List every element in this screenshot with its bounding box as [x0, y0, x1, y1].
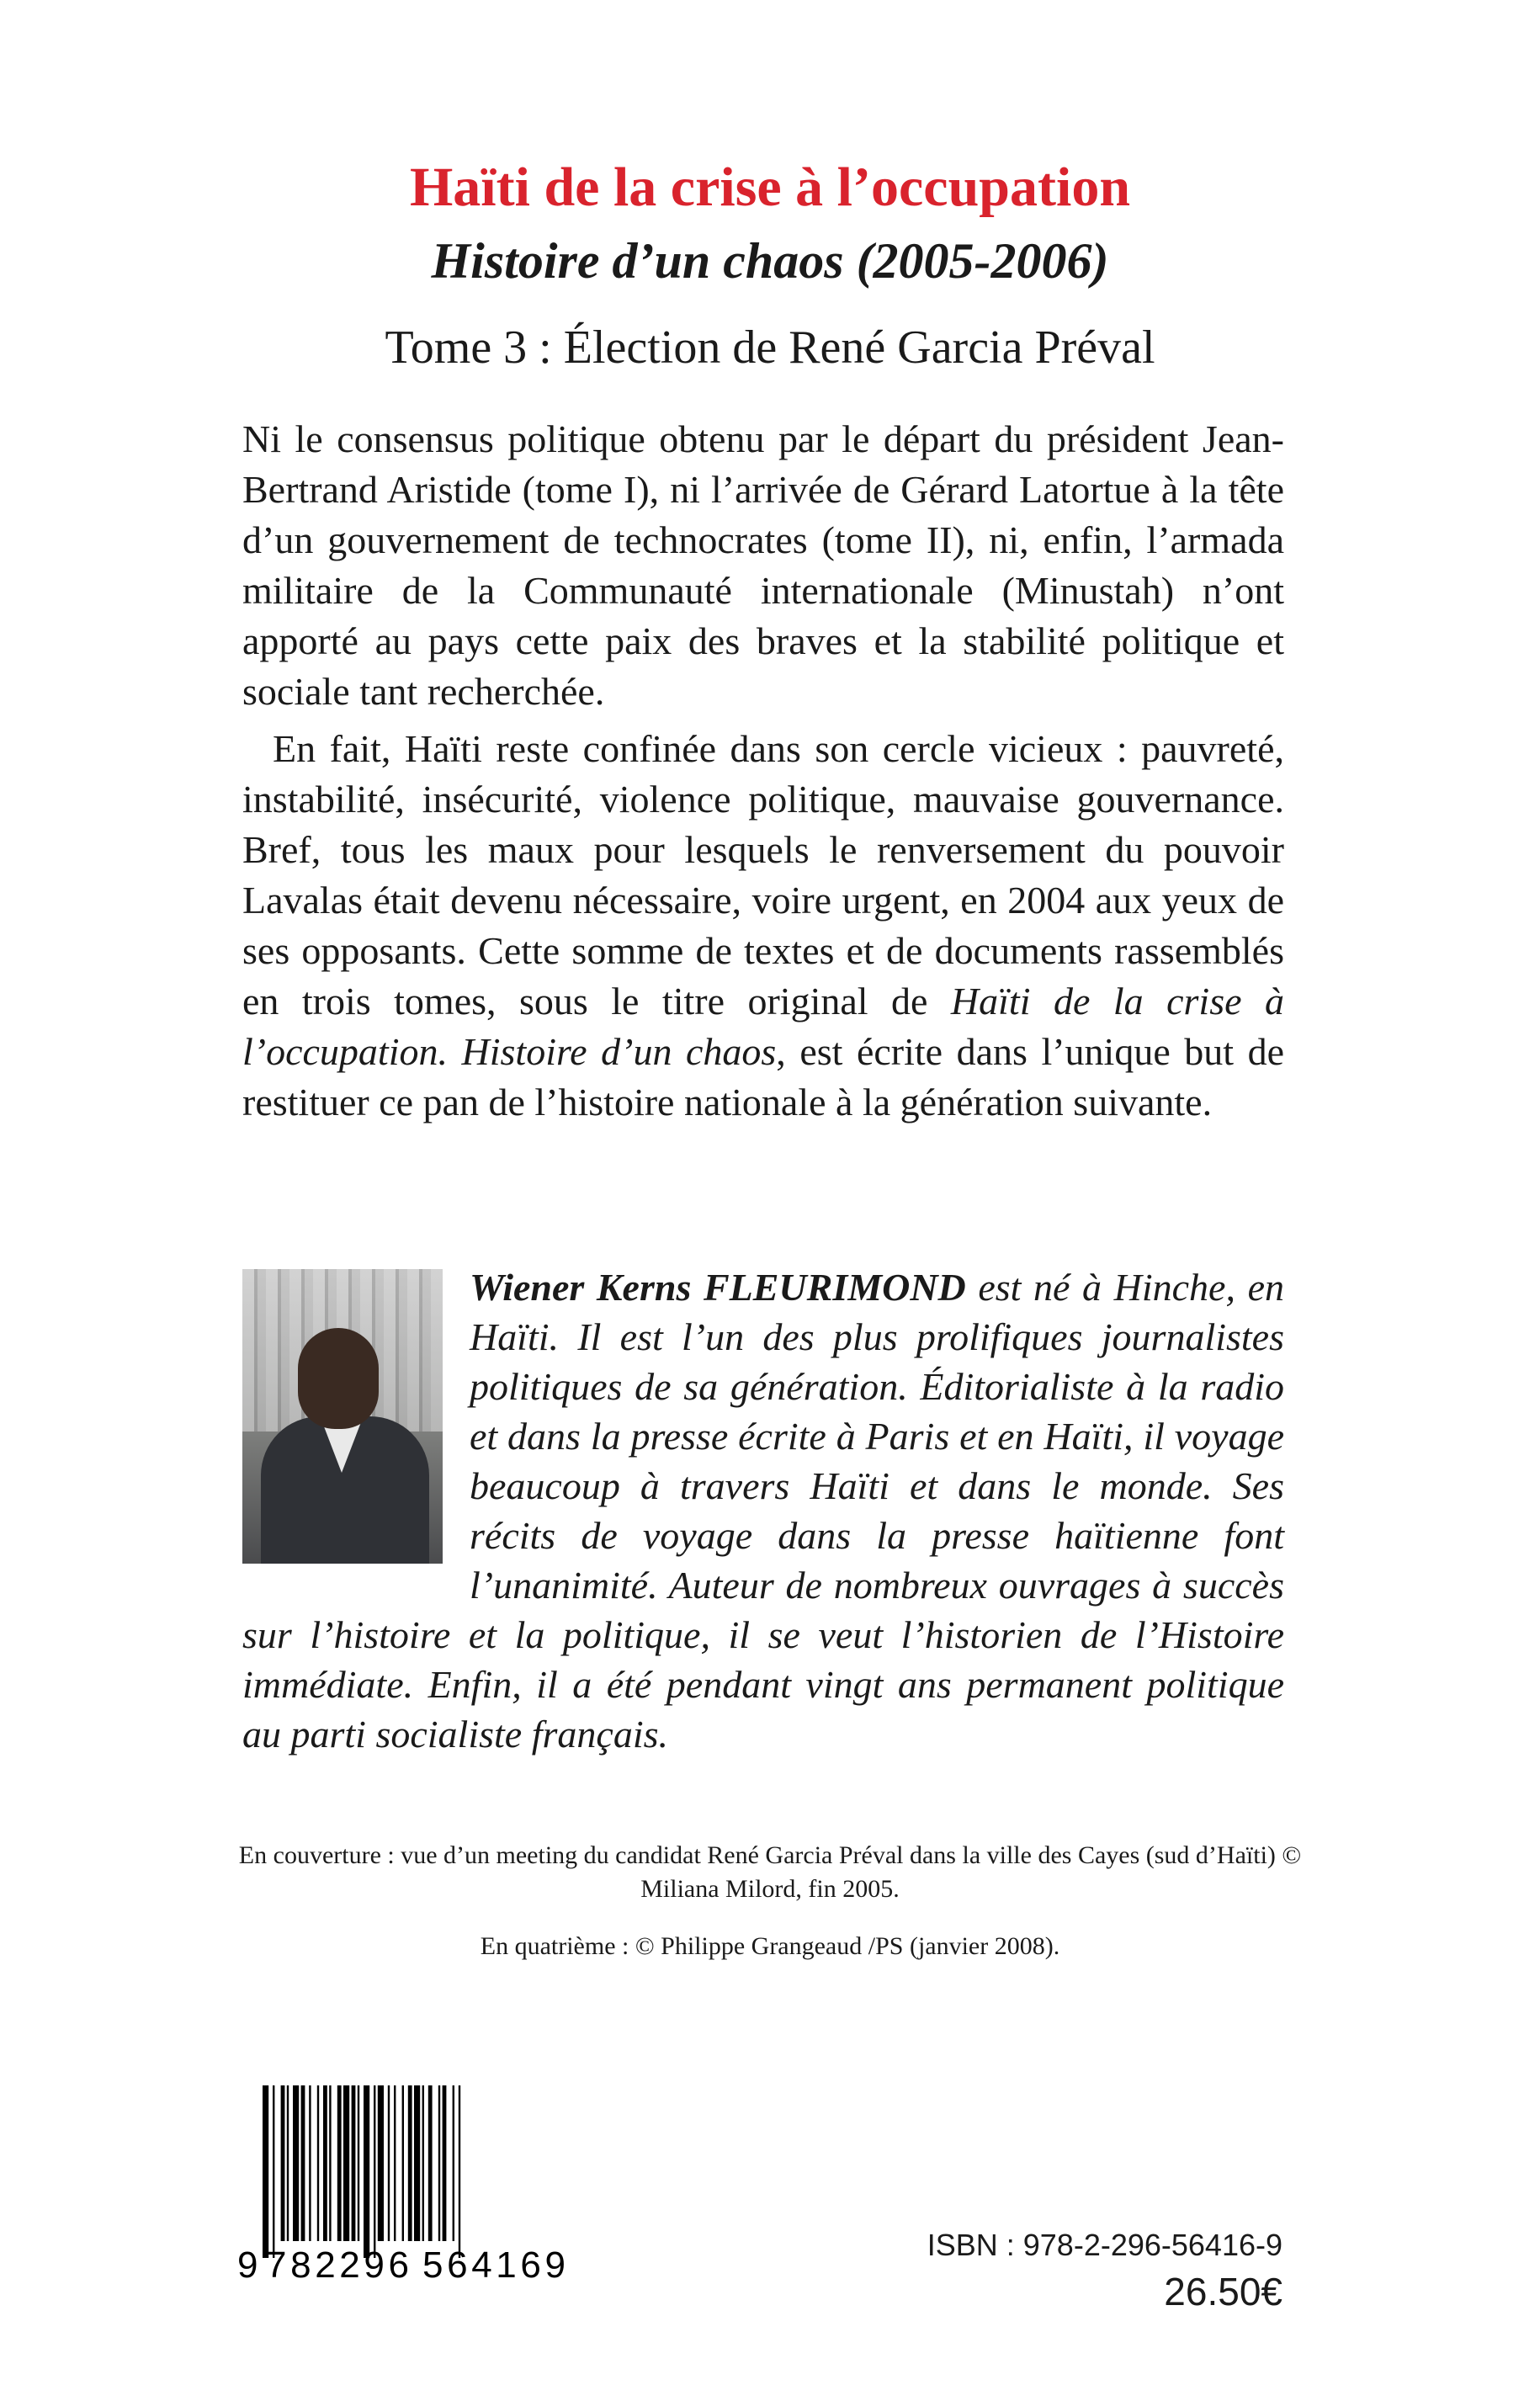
author-name: Wiener Kerns FLEURIMOND	[470, 1266, 966, 1309]
barcode-bar	[428, 2085, 433, 2241]
price: 26.50€	[1164, 2270, 1282, 2313]
barcode-bar	[343, 2085, 349, 2241]
isbn-barcode	[236, 2085, 589, 2283]
barcode-bar	[443, 2085, 447, 2241]
barcode-bar	[263, 2085, 268, 2258]
barcode-bar	[281, 2085, 285, 2241]
barcode-digits-left: 782296	[266, 2244, 409, 2283]
barcode-bar	[317, 2085, 319, 2241]
barcode-bar	[388, 2085, 390, 2241]
photo-credits	[219, 1839, 1321, 1963]
barcode-bar	[287, 2085, 289, 2241]
volume-title: Tome 3 : Élection de René Garcia Préval	[385, 321, 1155, 374]
barcode-bar	[301, 2085, 305, 2241]
author-bio	[242, 1262, 1284, 1759]
blurb-paragraph-1: Ni le consensus politique obtenu par le départ du président Jean-Bertrand Aristide (tome I), ni l’arrivée de Gérard Latortue à la tête d’un gouvernement de technocrates (tome II), ni, enfin, l’armada militaire de la Communauté internationale (Minustah) n’ont apporté au pays cette paix des braves et la stabilité politique et sociale tant recherchée.	[242, 417, 1284, 713]
barcode-bar	[364, 2085, 369, 2258]
isbn-number: ISBN : 978-2-296-56416-9	[927, 2228, 1282, 2262]
barcode-bar	[402, 2085, 404, 2241]
blurb	[242, 414, 1284, 1128]
barcode-bar	[293, 2085, 299, 2241]
author-bio-text: est né à Hinche, en Haïti. Il est l’un des plus prolifiques journalistes politiques de sa génération. Éditorialiste à la radio et dans la presse écrite à Paris et en Haïti, il voyage beaucoup à travers Haïti et dans le monde. Ses récits de voyage dans la presse haïtienne font l’unanimité. Auteur de nombreux ouvrages à succès sur l’histoire et la politique, il se veut l’historien de l’Histoire immédiate. Enfin, il a été pendant vingt ans permanent politique au parti socialiste français.	[242, 1266, 1284, 1756]
barcode-digits-right: 564169	[422, 2244, 566, 2283]
blurb-paragraph-2-part-b: , est écrite dans l’unique but de restituer ce pan de l’histoire nationale à la génération suivante.	[242, 1030, 1285, 1123]
barcode-bar	[337, 2085, 342, 2241]
barcode-bar	[408, 2085, 412, 2241]
blurb-paragraph-2	[242, 724, 1284, 1128]
barcode-bar	[352, 2085, 356, 2241]
barcode-bar	[309, 2085, 311, 2241]
author-photo	[242, 1269, 443, 1564]
back-credit: En quatrième : © Philippe Grangeaud /PS (janvier 2008).	[480, 1932, 1060, 1960]
barcode-bar	[378, 2085, 384, 2241]
book-subtitle: Histoire d’un chaos (2005-2006)	[431, 233, 1109, 289]
barcode-bar	[414, 2085, 420, 2241]
barcode-bar	[394, 2085, 396, 2241]
barcode-bar	[323, 2085, 327, 2241]
blurb-paragraph-2-part-a: En fait, Haïti reste confinée dans son cercle vicieux : pauvreté, instabilité, insécurité, violence politique, mauvaise gouvernance. Bref, tous les maux pour lesquels le renversement du pouvoir Lavalas était devenu nécessaire, voire urgent, en 2004 aux yeux de ses opposants. Cette somme de textes et de documents rassemblés en trois tomes, sous le titre original de	[242, 727, 1284, 1023]
barcode-bar	[422, 2085, 424, 2241]
barcode-bar	[374, 2085, 375, 2258]
barcode-bar	[273, 2085, 274, 2258]
barcode-bars	[263, 2085, 460, 2258]
barcode-bar	[358, 2085, 359, 2241]
barcode-first-digit: 9	[237, 2244, 258, 2283]
barcode-bar	[329, 2085, 331, 2241]
blurb-original-title: Haïti de la crise à l’occupation. Histoire d’un chaos	[242, 980, 1284, 1073]
book-title: Haïti de la crise à l’occupation	[409, 157, 1131, 218]
barcode-bar	[453, 2085, 454, 2241]
barcode-bar	[459, 2085, 460, 2258]
barcode-bar	[438, 2085, 440, 2241]
cover-credit: En couverture : vue d’un meeting du candidat René Garcia Préval dans la ville des Cayes (sud d’Haïti) © Miliana Milord, fin 2005.	[238, 1841, 1302, 1903]
